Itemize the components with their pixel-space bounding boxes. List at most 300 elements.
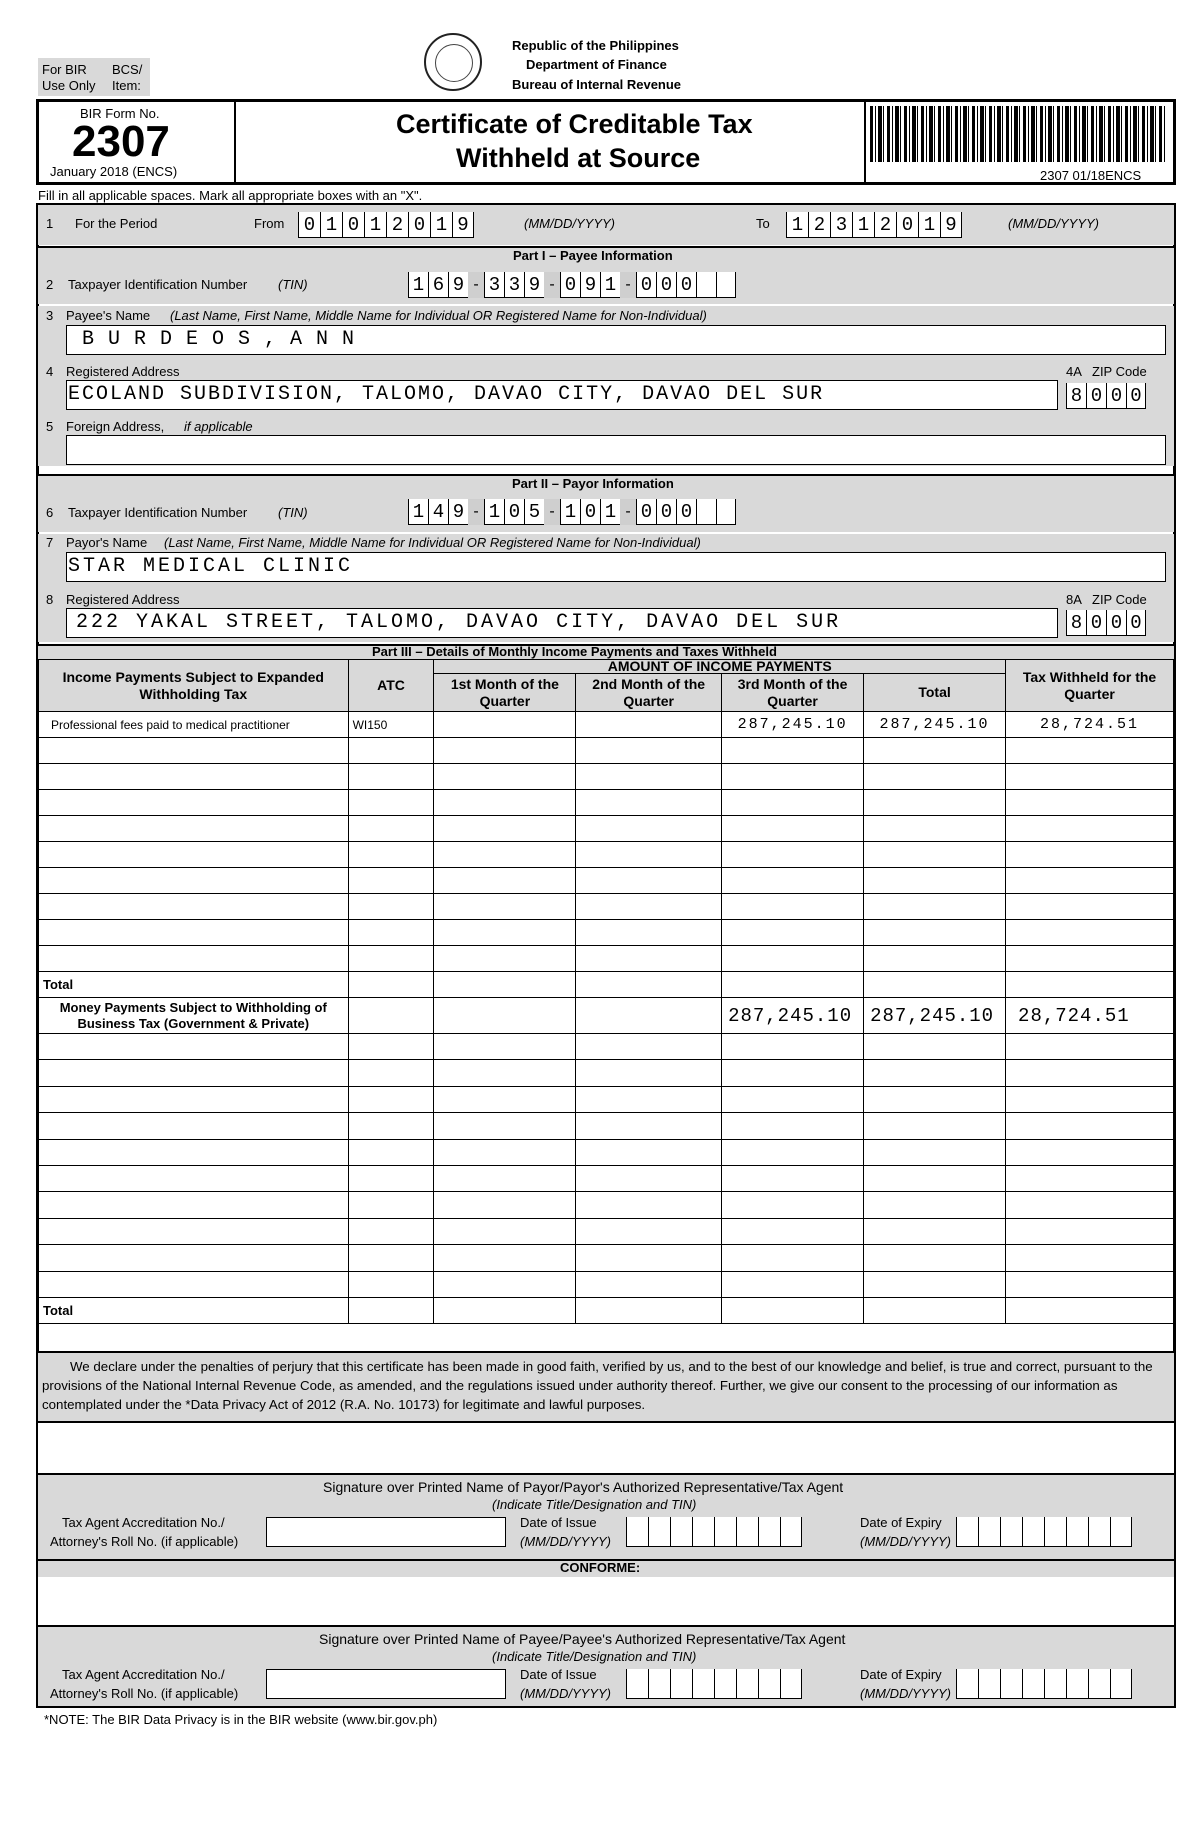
period-label: For the Period [75,216,158,231]
payee-expiry-label: Date of Expiry [860,1667,942,1682]
table-cell [348,1113,434,1139]
total-row [39,972,1174,998]
col-m3-header: 3rd Month of the Quarter [722,674,864,712]
payor-expiry-label: Date of Expiry [860,1515,942,1530]
digit-cell: 9 [580,272,600,298]
payee-sig-caption: Signature over Printed Name of Payee/Payee's Authorized Representative/Tax Agent [319,1631,846,1647]
date-cell [626,1669,648,1699]
table-cell[interactable] [1006,1086,1174,1112]
digit-cell: 8 [1066,383,1086,409]
table-cell[interactable] [576,946,722,972]
payee-zip-field[interactable] [1066,383,1146,409]
date-cell [736,1669,758,1699]
digit-cell: 0 [656,272,676,298]
period-to-field[interactable] [786,212,962,238]
date-cell [648,1669,670,1699]
payee-sig-hint: (Indicate Title/Designation and TIN) [492,1649,697,1664]
table-cell[interactable] [434,894,576,920]
tin-separator: - [544,272,560,298]
table-row [39,920,1174,946]
income-payments-table [38,659,1174,1324]
payee-accr-label-1: Tax Agent Accreditation No./ [62,1667,225,1682]
payor-tin-label-suffix: (TIN) [278,505,308,520]
date-cell [714,1517,736,1547]
department-label: Department of Finance [526,57,667,72]
digit-cell: 0 [580,499,600,525]
money-m3[interactable]: 287,245.10 [722,998,864,1034]
table-cell[interactable] [576,1271,722,1297]
digit-cell: 1 [320,212,342,238]
digit-cell: 9 [524,272,544,298]
digit-cell: 0 [636,272,656,298]
table-cell[interactable] [722,1165,864,1191]
date-cell [692,1669,714,1699]
table-cell[interactable] [1006,1060,1174,1086]
period-item-no: 1 [46,216,54,231]
for-bir-label-2: Use Only [42,78,96,93]
table-cell[interactable] [576,894,722,920]
table-cell[interactable] [434,790,576,816]
digit-cell: 4 [428,499,448,525]
table-cell[interactable] [434,1271,576,1297]
payee-name-label: Payee's Name [66,308,151,323]
digit-cell: 9 [940,212,962,238]
table-cell[interactable] [864,764,1006,790]
payor-accr-label-2: Attorney's Roll No. (if applicable) [50,1534,239,1549]
date-cell [1022,1517,1044,1547]
payor-address-label: Registered Address [66,592,180,607]
payor-expiry-format: (MM/DD/YYYY) [860,1534,951,1549]
privacy-note: *NOTE: The BIR Data Privacy is in the BIR website (www.bir.gov.ph) [44,1712,438,1727]
table-cell[interactable] [576,1218,722,1244]
table-cell[interactable] [576,816,722,842]
payor-zip-item-no: 8A [1066,592,1082,607]
bcs-label-2: Item: [112,78,141,93]
table-cell[interactable] [864,816,1006,842]
table-cell[interactable] [576,1245,722,1271]
digit-cell: 2 [386,212,408,238]
table-row [39,1086,1174,1112]
table-cell[interactable] [576,1060,722,1086]
date-cell [758,1669,780,1699]
digit-cell: 2 [874,212,896,238]
payee-accr-field[interactable] [266,1669,506,1699]
table-cell[interactable] [722,790,864,816]
payor-zip-field[interactable] [1066,610,1146,636]
table-row [39,1060,1174,1086]
table-cell[interactable] [864,1060,1006,1086]
col-tax-header: Tax Withheld for the Quarter [1006,660,1174,712]
date-cell [978,1517,1000,1547]
table-cell [348,946,434,972]
table-cell[interactable] [1006,1034,1174,1060]
table-cell[interactable] [864,1034,1006,1060]
payor-sig-hint: (Indicate Title/Designation and TIN) [492,1497,697,1512]
row1-m2[interactable] [576,712,722,738]
table-cell[interactable] [576,868,722,894]
date-cell [1088,1517,1110,1547]
table-cell [348,868,434,894]
money-payments-label: Money Payments Subject to Withholding of Business Tax (Government & Private) [39,998,349,1034]
table-cell[interactable] [576,1086,722,1112]
col-atc-header: ATC [348,660,434,712]
barcode-caption: 2307 01/18ENCS [1040,168,1142,183]
table-cell [39,1165,349,1191]
row1-m1[interactable] [434,712,576,738]
payor-accr-field[interactable] [266,1517,506,1547]
table-cell[interactable] [864,1245,1006,1271]
table-cell[interactable] [434,764,576,790]
total-row-2 [39,1297,1174,1323]
digit-cell: 1 [430,212,452,238]
table-row [39,1218,1174,1244]
payor-expiry-field[interactable] [956,1517,1132,1547]
table-cell[interactable] [722,920,864,946]
col-m2-header: 2nd Month of the Quarter [576,674,722,712]
table-cell[interactable] [864,868,1006,894]
table-cell[interactable] [434,1165,576,1191]
table-cell[interactable] [722,1113,864,1139]
date-cell [1066,1669,1088,1699]
table-cell[interactable] [434,842,576,868]
from-format: (MM/DD/YYYY) [524,216,615,231]
table-row [39,790,1174,816]
total-label-2: Total [39,1297,349,1323]
table-cell[interactable] [864,1113,1006,1139]
payor-address-item-no: 8 [46,592,54,607]
table-cell [348,1245,434,1271]
table-cell[interactable] [1006,790,1174,816]
table-cell [348,894,434,920]
table-cell[interactable] [576,1192,722,1218]
table-cell [348,816,434,842]
date-cell [978,1669,1000,1699]
barcode-image [870,106,1166,162]
table-cell[interactable] [1006,1218,1174,1244]
payee-accr-label-2: Attorney's Roll No. (if applicable) [50,1686,239,1701]
money-payments-row [39,998,1174,1034]
table-cell[interactable] [722,738,864,764]
payee-zip-item-no: 4A [1066,364,1082,379]
payor-name-label: Payor's Name [66,535,148,550]
payee-issue-field[interactable] [626,1669,802,1699]
payor-issue-field[interactable] [626,1517,802,1547]
table-row [39,946,1174,972]
digit-cell [716,499,736,525]
table-cell[interactable] [1006,1165,1174,1191]
digit-cell: 0 [560,272,580,298]
table-cell[interactable] [864,1271,1006,1297]
table-cell [39,1034,349,1060]
table-cell [348,1165,434,1191]
money-tax[interactable]: 28,724.51 [1006,998,1174,1034]
from-label: From [254,216,285,231]
for-bir-label-1: For BIR [42,62,87,77]
table-cell[interactable] [576,920,722,946]
date-cell [780,1669,802,1699]
table-row [39,1113,1174,1139]
table-cell[interactable] [722,1086,864,1112]
table-cell[interactable] [1006,868,1174,894]
table-cell[interactable] [1006,1245,1174,1271]
date-cell [670,1517,692,1547]
money-total[interactable]: 287,245.10 [864,998,1006,1034]
table-cell [39,738,349,764]
table-row [39,1271,1174,1297]
digit-cell: 0 [342,212,364,238]
table-cell[interactable] [864,894,1006,920]
form-title-2: Withheld at Source [456,143,701,173]
payee-zip-label: ZIP Code [1092,364,1147,379]
table-cell[interactable] [864,1192,1006,1218]
table-cell[interactable] [1006,1113,1174,1139]
date-cell [1110,1517,1132,1547]
payee-issue-format: (MM/DD/YYYY) [520,1686,611,1701]
table-cell [39,1086,349,1112]
table-cell[interactable] [434,738,576,764]
declaration-text: We declare under the penalties of perjury that this certificate has been made in good faith, verified by us, and to the best of our knowledge and belief, is true and correct, pursuant to the provisions of the National Internal Revenue Code, as amended, and the regulations issued under authority thereof. Further, we give our consent to the processing of our information as contemplated under the *Data Privacy Act of 2012 (R.A. No. 10173) for legitimate and lawful purposes. [42,1359,1153,1412]
payee-address-value: ECOLAND SUBDIVISION, TALOMO, DAVAO CITY, DAVAO DEL SUR [68,383,825,406]
table-cell[interactable] [864,790,1006,816]
payor-signature-area[interactable] [38,1421,1174,1475]
table-cell[interactable] [434,1034,576,1060]
table-cell[interactable] [864,1218,1006,1244]
digit-cell: 0 [298,212,320,238]
payor-name-hint: (Last Name, First Name, Middle Name for Individual OR Registered Name for Non-Individual) [164,535,701,550]
date-cell [1000,1669,1022,1699]
foreign-address-field[interactable] [66,435,1166,465]
part3-title: Part III – Details of Monthly Income Payments and Taxes Withheld [372,644,777,659]
digit-cell: 0 [656,499,676,525]
table-cell[interactable] [722,946,864,972]
table-cell[interactable] [722,894,864,920]
table-cell[interactable] [576,790,722,816]
tin-separator: - [468,272,484,298]
table-row [39,1245,1174,1271]
table-cell[interactable] [722,1139,864,1165]
table-row [39,738,1174,764]
payor-zip-label: ZIP Code [1092,592,1147,607]
part1-title: Part I – Payee Information [513,248,673,263]
table-cell [39,1245,349,1271]
table-cell[interactable] [864,842,1006,868]
digit-cell: 0 [676,499,696,525]
digit-cell: 1 [600,272,620,298]
digit-cell: 5 [524,499,544,525]
table-cell[interactable] [722,1271,864,1297]
row1-atc: WI150 [348,712,434,738]
payee-name-value: B U R D E O S , A N N [82,328,356,351]
payee-tin-field[interactable] [408,272,736,298]
digit-cell: 1 [484,499,504,525]
digit-cell: 0 [1086,383,1106,409]
row1-m3[interactable]: 287,245.10 [722,712,864,738]
payee-name-item-no: 3 [46,308,54,323]
payor-accr-label-1: Tax Agent Accreditation No./ [62,1515,225,1530]
date-cell [692,1517,714,1547]
table-cell[interactable] [722,868,864,894]
date-cell [1044,1517,1066,1547]
form-title-1: Certificate of Creditable Tax [396,109,753,139]
digit-cell: 0 [676,272,696,298]
digit-cell: 0 [896,212,918,238]
table-cell [348,1034,434,1060]
payor-name-item-no: 7 [46,535,54,550]
digit-cell: 6 [428,272,448,298]
digit-cell: 1 [600,499,620,525]
payee-expiry-format: (MM/DD/YYYY) [860,1686,951,1701]
table-cell [348,1139,434,1165]
table-row [39,816,1174,842]
date-cell [1110,1669,1132,1699]
digit-cell: 0 [408,212,430,238]
digit-cell: 1 [364,212,386,238]
table-cell[interactable] [576,1034,722,1060]
table-cell[interactable] [722,1192,864,1218]
col-total-header: Total [864,674,1006,712]
table-cell[interactable] [576,738,722,764]
table-row [39,1139,1174,1165]
table-cell[interactable] [576,1139,722,1165]
table-row [39,842,1174,868]
digit-cell: 0 [1106,610,1126,636]
table-cell[interactable] [722,816,864,842]
payee-address-item-no: 4 [46,364,54,379]
date-cell [736,1517,758,1547]
table-cell[interactable] [864,1165,1006,1191]
table-cell[interactable] [864,1139,1006,1165]
bcs-label-1: BCS/ [112,62,143,77]
payor-sig-caption: Signature over Printed Name of Payor/Payor's Authorized Representative/Tax Agent [323,1479,844,1495]
table-cell [39,868,349,894]
table-cell[interactable] [434,1245,576,1271]
table-cell[interactable] [864,920,1006,946]
instructions: Fill in all applicable spaces. Mark all appropriate boxes with an "X". [38,188,423,203]
table-cell[interactable] [1006,764,1174,790]
table-cell[interactable] [576,842,722,868]
table-cell [39,1218,349,1244]
payee-name-hint: (Last Name, First Name, Middle Name for Individual OR Registered Name for Non-Individual) [170,308,707,323]
table-cell[interactable] [1006,738,1174,764]
table-cell[interactable] [1006,816,1174,842]
payee-signature-area[interactable] [38,1577,1174,1627]
date-cell [1088,1669,1110,1699]
digit-cell [696,499,716,525]
table-cell[interactable] [1006,1139,1174,1165]
table-cell[interactable] [434,1218,576,1244]
table-cell[interactable] [1006,920,1174,946]
digit-cell: 2 [808,212,830,238]
table-cell [348,1060,434,1086]
table-cell [348,764,434,790]
table-cell[interactable] [576,1113,722,1139]
row1-tax[interactable]: 28,724.51 [1006,712,1174,738]
digit-cell: 0 [1106,383,1126,409]
date-cell [1022,1669,1044,1699]
bureau-label: Bureau of Internal Revenue [512,77,682,92]
payee-tin-label-suffix: (TIN) [278,277,308,292]
digit-cell: 3 [484,272,504,298]
table-row [39,868,1174,894]
table-row [39,894,1174,920]
table-cell [348,790,434,816]
period-from-field[interactable] [298,212,474,238]
digit-cell: 3 [504,272,524,298]
table-cell[interactable] [722,764,864,790]
table-cell[interactable] [1006,894,1174,920]
table-cell[interactable] [434,1086,576,1112]
table-cell[interactable] [434,920,576,946]
digit-cell: 0 [636,499,656,525]
table-cell [39,1192,349,1218]
tin-separator: - [620,499,636,525]
table-cell[interactable] [576,764,722,790]
digit-cell: 1 [918,212,940,238]
table-cell[interactable] [722,1060,864,1086]
table-cell[interactable] [434,1192,576,1218]
digit-cell: 0 [1126,610,1146,636]
table-row [39,1165,1174,1191]
table-cell[interactable] [434,1060,576,1086]
table-cell [39,946,349,972]
republic-label: Republic of the Philippines [512,38,679,53]
table-cell[interactable] [864,1086,1006,1112]
table-cell[interactable] [1006,1192,1174,1218]
conforme-title: CONFORME: [560,1560,641,1575]
payee-address-label: Registered Address [66,364,180,379]
table-cell [348,1271,434,1297]
digit-cell: 1 [786,212,808,238]
tin-separator: - [468,499,484,525]
table-cell[interactable] [576,1165,722,1191]
table-cell [348,842,434,868]
table-row [39,764,1174,790]
payee-issue-label: Date of Issue [520,1667,597,1682]
table-cell[interactable] [722,1034,864,1060]
table-cell[interactable] [864,946,1006,972]
table-row [39,1192,1174,1218]
table-row [39,712,1174,738]
digit-cell: 9 [448,499,468,525]
payor-tin-field[interactable] [408,499,736,525]
table-cell[interactable] [434,1139,576,1165]
total-label: Total [39,972,349,998]
payee-expiry-field[interactable] [956,1669,1132,1699]
payor-name-value: STAR MEDICAL CLINIC [68,555,354,578]
table-cell[interactable] [722,1245,864,1271]
row1-total[interactable]: 287,245.10 [864,712,1006,738]
table-cell[interactable] [722,1218,864,1244]
digit-cell [716,272,736,298]
table-cell[interactable] [1006,1271,1174,1297]
table-cell[interactable] [1006,842,1174,868]
table-cell[interactable] [1006,946,1174,972]
digit-cell: 1 [408,499,428,525]
digit-cell: 0 [504,499,524,525]
table-cell[interactable] [434,816,576,842]
table-cell[interactable] [434,946,576,972]
part2-title: Part II – Payor Information [512,476,674,491]
table-cell [39,842,349,868]
date-cell [956,1517,978,1547]
table-cell[interactable] [864,738,1006,764]
table-cell [348,1086,434,1112]
table-cell[interactable] [434,868,576,894]
table-cell[interactable] [434,1113,576,1139]
row1-desc: Professional fees paid to medical practitioner [39,712,349,738]
to-format: (MM/DD/YYYY) [1008,216,1099,231]
table-cell[interactable] [722,842,864,868]
